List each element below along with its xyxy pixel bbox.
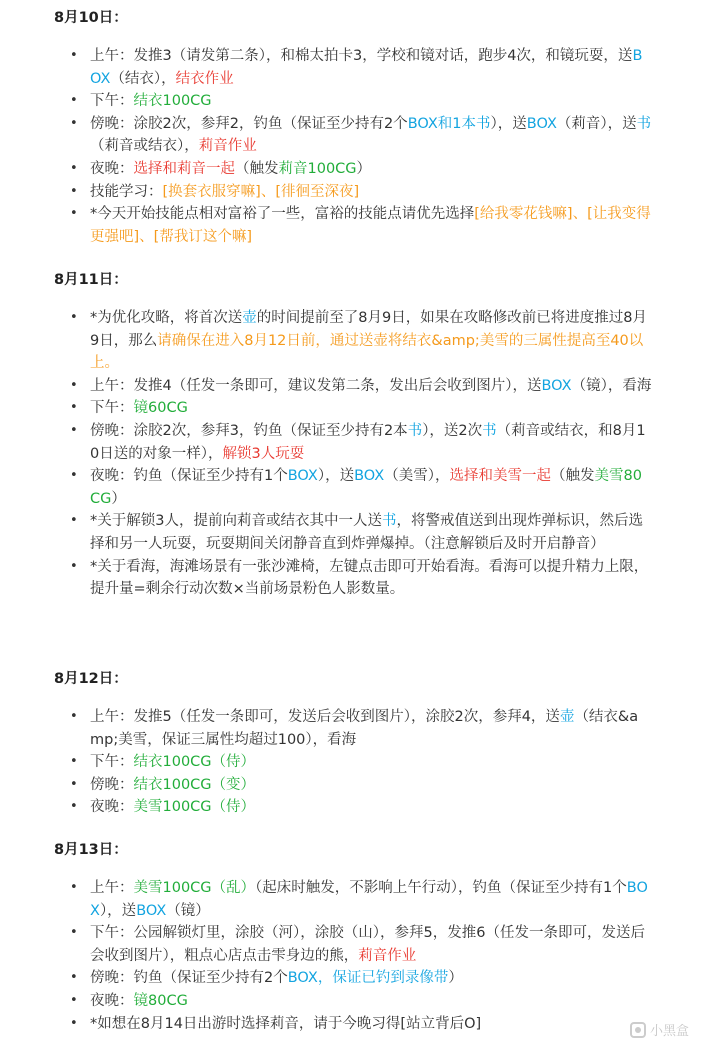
- item-text: *如想在8月14日出游时选择莉音，请于今晚习得[站立背后O]: [90, 1015, 482, 1032]
- blue-highlight-text: BOX，保证已钓到录像带: [287, 970, 449, 987]
- list-item: [66, 706, 652, 751]
- green-highlight-text: 美雪80CG: [90, 468, 642, 507]
- list-item: [66, 465, 652, 510]
- list-item: [66, 556, 652, 601]
- item-text: ）: [448, 970, 463, 987]
- blue-highlight-text: BOX: [526, 115, 557, 132]
- item-text: （莉音或结衣，和8月10日送的对象一样），: [90, 422, 646, 462]
- watermark: [630, 1020, 689, 1039]
- red-highlight-text: 选择和莉音一起: [133, 160, 235, 177]
- item-text: ），送2次: [422, 422, 483, 439]
- item-text: （结衣&amp;美雪，保证三属性均超过100），看海: [90, 709, 639, 748]
- red-highlight-text: 莉音作业: [358, 947, 417, 964]
- green-highlight-text: 镜80CG: [133, 992, 188, 1009]
- list-item: [66, 510, 652, 555]
- green-highlight-text: 美雪100CG（侍）: [133, 799, 256, 816]
- green-highlight-text: 美雪100CG（乱）: [133, 880, 256, 896]
- heybox-logo-icon: [630, 1022, 646, 1038]
- list-item: [66, 751, 652, 774]
- item-text: 傍晚：: [90, 776, 134, 793]
- list-item: [66, 967, 652, 990]
- item-text: 夜晚：钓鱼（保证至少持有1个: [90, 468, 288, 485]
- item-text: ），送: [317, 468, 355, 485]
- item-text: *关于看海，海滩场景有一张沙滩椅，左键点击即可开始看海。看海可以提升精力上限，提升量=剩余行动次数×当前场景粉色人影数量。: [90, 558, 649, 598]
- list-item: [66, 420, 652, 465]
- list-item: [66, 113, 652, 158]
- green-highlight-text: 镜60CG: [133, 400, 188, 417]
- item-text: ），送: [490, 115, 527, 132]
- item-text: （结衣），: [110, 70, 176, 87]
- item-text: ）: [356, 160, 372, 177]
- item-text: 傍晚：涂胶2次，参拜2，钓鱼（保证至少持有2个: [90, 115, 408, 132]
- day-title-aug12: 8月12日：: [54, 671, 128, 687]
- item-text: 夜晚：: [90, 992, 134, 1009]
- blue-highlight-text: BOX: [136, 902, 167, 919]
- list-item: [66, 45, 652, 90]
- day-title-aug13: 8月13日：: [54, 842, 128, 858]
- item-text: ）: [111, 490, 126, 507]
- list-item: [66, 877, 652, 922]
- green-highlight-text: 结衣100CG: [133, 93, 212, 110]
- item-text: *为优化攻略，将首次送: [90, 310, 243, 326]
- item-text: （镜），看海: [571, 377, 652, 394]
- red-highlight-text: 选择和美雪一起: [449, 468, 551, 485]
- item-text: （触发: [235, 160, 279, 177]
- blue-highlight-text: BOX: [354, 468, 385, 485]
- day-list-aug11: [66, 307, 652, 601]
- list-item: [66, 397, 652, 420]
- item-text: *今天开始技能点相对富裕了一些，富裕的技能点请优先选择: [90, 206, 475, 223]
- blue-highlight-text: BOX: [90, 48, 643, 87]
- blue-highlight-text: 壶: [559, 709, 575, 725]
- list-item: [66, 203, 652, 248]
- blue-highlight-text: 书: [482, 422, 497, 439]
- item-text: 上午：发推5（任发一条即可，发送后会收到图片），涂胶2次，参拜4，送: [90, 709, 560, 725]
- list-item: [66, 922, 652, 967]
- list-item: [66, 774, 652, 797]
- item-text: *关于解锁3人，提前向莉音或结衣其中一人送: [90, 513, 382, 530]
- day-list-aug13: [66, 877, 652, 1035]
- list-item: [66, 1013, 652, 1036]
- green-highlight-text: 结衣100CG（变）: [133, 776, 256, 793]
- item-text: 夜晚：: [90, 160, 134, 177]
- green-highlight-text: 结衣100CG（侍）: [133, 754, 256, 771]
- item-text: 下午：公园解锁灯里，涂胶（河），涂胶（山），参拜5，发推6（任发一条即可，发送后会收到图片），粗点心店点击雫身边的熊，: [90, 925, 645, 964]
- day-list-aug12: [66, 706, 652, 819]
- blue-highlight-text: BOX: [287, 468, 318, 485]
- item-text: （起床时触发，不影响上午行动），钓鱼（保证至少持有1个: [255, 880, 627, 896]
- blue-highlight-text: 书: [636, 115, 652, 132]
- red-highlight-text: 莉音作业: [198, 138, 257, 155]
- item-text: （美雪），: [384, 468, 450, 485]
- item-text: 上午：发推3（请发第二条），和棉太拍卡3，学校和镜对话，跑步4次，和镜玩耍，送: [90, 48, 633, 64]
- list-item: [66, 90, 652, 113]
- red-highlight-text: 结衣作业: [175, 70, 234, 87]
- item-text: （莉音），送: [556, 115, 637, 132]
- green-highlight-text: 莉音100CG: [278, 160, 357, 177]
- watermark-text: 小黑盒: [649, 1024, 689, 1039]
- red-highlight-text: 解锁3人玩耍: [222, 445, 305, 462]
- day-title-aug11: 8月11日：: [54, 272, 128, 288]
- item-text: （触发: [550, 468, 595, 485]
- list-item: [66, 375, 652, 398]
- item-text: 夜晚：: [90, 799, 134, 816]
- item-text: 下午：: [90, 93, 134, 110]
- orange-highlight-text: [给我零花钱嘛]、[让我变得更强吧]、[帮我订这个嘛]: [90, 206, 651, 245]
- item-text: 下午：: [90, 400, 134, 417]
- list-item: [66, 158, 652, 181]
- item-text: （镜）: [166, 902, 210, 919]
- list-item: [66, 796, 652, 819]
- blue-highlight-text: 壶: [242, 310, 257, 326]
- item-text: 傍晚：涂胶2次，参拜3，钓鱼（保证至少持有2本: [90, 422, 408, 439]
- orange-highlight-text: [换套衣服穿嘛]、[徘徊至深夜]: [162, 183, 360, 200]
- orange-highlight-text: 请确保在进入8月12日前，通过送壶将结衣&amp;美雪的三属性提高至40以上。: [90, 332, 644, 372]
- item-text: 技能学习：: [90, 183, 163, 200]
- item-text: 上午：发推4（任发一条即可，建议发第二条，发出后会收到图片），送: [90, 377, 542, 394]
- item-text: 傍晚：钓鱼（保证至少持有2个: [90, 970, 288, 987]
- item-text: 的时间提前至了8月9日，如果在攻略修改前已将进度推过8月9日，那么: [90, 310, 647, 349]
- list-item: [66, 307, 652, 375]
- item-text: 下午：: [90, 754, 134, 771]
- item-text: 上午：: [90, 880, 134, 896]
- item-text: ，将警戒值送到出现炸弹标识，然后选择和另一人玩耍，玩耍期间关闭静音直到炸弹爆掉。（注意解锁后及时开启静音）: [90, 513, 643, 552]
- blue-highlight-text: 书: [381, 513, 397, 530]
- day-list-aug10: [66, 45, 652, 248]
- blue-highlight-text: BOX: [541, 377, 572, 394]
- day-title-aug10: 8月10日：: [54, 10, 128, 26]
- blue-highlight-text: 书: [407, 422, 423, 439]
- blue-highlight-text: BOX: [90, 880, 648, 919]
- blue-highlight-text: BOX和1本书: [407, 115, 491, 132]
- item-text: ），送: [99, 902, 137, 919]
- list-item: [66, 990, 652, 1013]
- list-item: [66, 181, 652, 204]
- item-text: （莉音或结衣），: [90, 138, 199, 155]
